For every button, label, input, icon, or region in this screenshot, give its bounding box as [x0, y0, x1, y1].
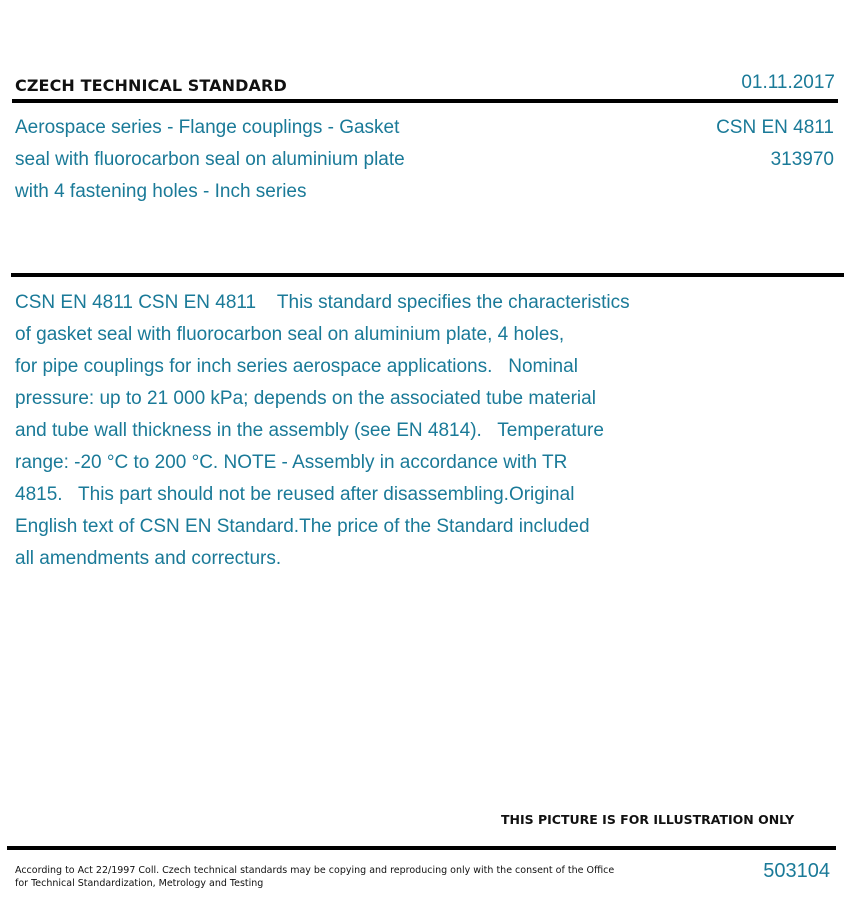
description-line: and tube wall thickness in the assembly (see EN 4814). Temperature	[15, 420, 604, 441]
publication-date: 01.11.2017	[741, 72, 835, 93]
footer-note-line: for Technical Standardization, Metrology and Testing	[15, 878, 264, 889]
description-line: CSN EN 4811 CSN EN 4811 This standard specifies the characteristics	[15, 292, 630, 313]
footer-note-line: According to Act 22/1997 Coll. Czech technical standards may be copying and reproducing only with the consent of the Office	[15, 865, 615, 876]
header-divider	[12, 99, 838, 103]
title-line: with 4 fastening holes - Inch series	[15, 181, 307, 202]
title-divider	[11, 273, 844, 277]
footer-legal-note	[15, 864, 614, 890]
illustration-note: THIS PICTURE IS FOR ILLUSTRATION ONLY	[501, 812, 795, 827]
description-line: range: -20 °C to 200 °C. NOTE - Assembly in accordance with TR	[15, 452, 568, 473]
description-line: 4815. This part should not be reused after disassembling.Original	[15, 484, 575, 505]
description-line: English text of CSN EN Standard.The price of the Standard included	[15, 516, 590, 537]
description-line: for pipe couplings for inch series aerospace applications. Nominal	[15, 356, 578, 377]
footer-divider	[7, 846, 836, 850]
description-line: pressure: up to 21 000 kPa; depends on the associated tube material	[15, 388, 596, 409]
footer-number: 503104	[763, 860, 830, 882]
standard-code: CSN EN 4811	[716, 117, 834, 138]
document-type-label: CZECH TECHNICAL STANDARD	[15, 76, 287, 95]
description-line: all amendments and correcturs.	[15, 548, 282, 569]
description-line: of gasket seal with fluorocarbon seal on aluminium plate, 4 holes,	[15, 324, 565, 345]
catalog-number: 313970	[770, 149, 834, 170]
title-line: Aerospace series - Flange couplings - Gasket	[15, 117, 400, 138]
title-line: seal with fluorocarbon seal on aluminium plate	[15, 149, 405, 170]
